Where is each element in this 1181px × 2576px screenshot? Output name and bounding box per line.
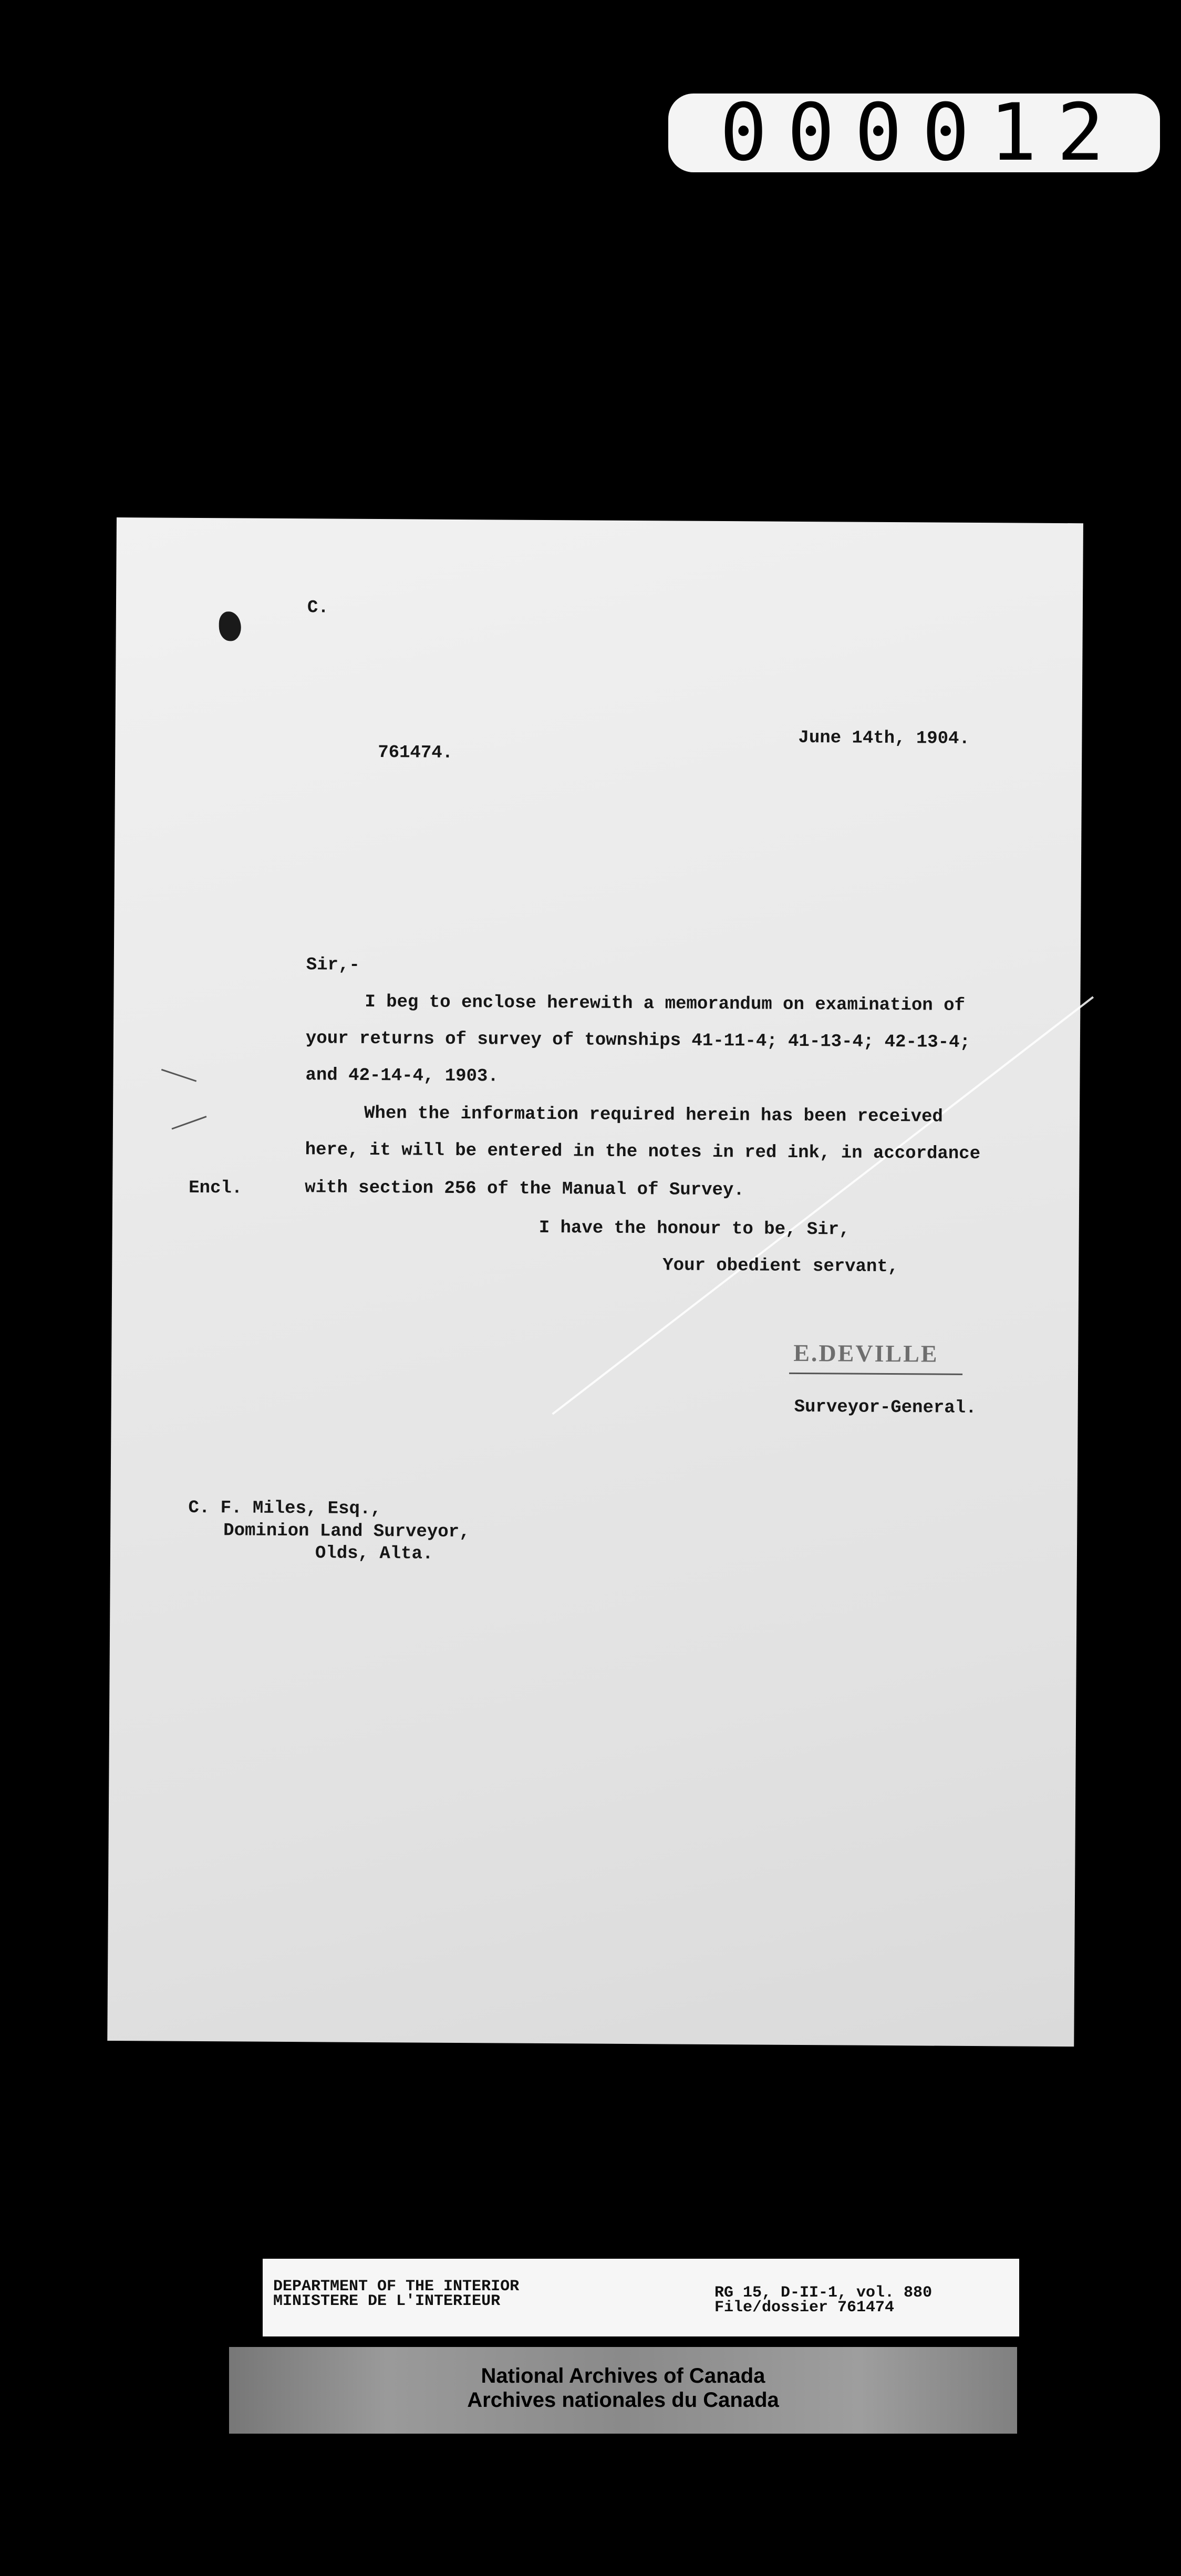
closing-line: I have the honour to be, Sir, <box>538 1218 850 1240</box>
addressee-line: Dominion Land Surveyor, <box>223 1521 470 1543</box>
department-french: MINISTERE DE L'INTERIEUR <box>273 2292 501 2310</box>
body-line: with section 256 of the Manual of Survey. <box>305 1178 744 1201</box>
archive-name-french: Archives nationales du Canada <box>467 2388 779 2412</box>
body-line: and 42-14-4, 1903. <box>305 1065 499 1087</box>
body-line: your returns of survey of townships 41-11-4; 41-13-4; 42-13-4; <box>305 1029 971 1053</box>
margin-mark <box>161 1069 196 1082</box>
department-english: DEPARTMENT OF THE INTERIOR <box>273 2278 520 2295</box>
archive-name-english: National Archives of Canada <box>481 2364 765 2387</box>
national-archives-banner <box>229 2347 1017 2434</box>
letter-date: June 14th, 1904. <box>798 728 970 749</box>
archive-reference-label <box>263 2259 1019 2336</box>
signature-title: Surveyor-General. <box>794 1397 977 1419</box>
signature-stamp: E.DEVILLE <box>793 1339 939 1367</box>
frame-counter: 000012 <box>668 94 1160 172</box>
enclosure-note: Encl. <box>189 1178 243 1199</box>
letter-mark: C. <box>307 598 329 618</box>
signature-line <box>789 1373 962 1375</box>
margin-mark <box>171 1116 206 1129</box>
closing-line: Your obedient servant, <box>662 1255 899 1277</box>
body-line: When the information required herein has been received <box>364 1103 943 1127</box>
ink-stain <box>219 611 241 641</box>
file-reference: File/dossier 761474 <box>714 2299 895 2317</box>
addressee-line: C. F. Miles, Esq., <box>188 1498 381 1520</box>
file-number: 761474. <box>378 743 453 763</box>
addressee-line: Olds, Alta. <box>315 1543 433 1564</box>
salutation: Sir,- <box>306 955 360 975</box>
body-line: I beg to enclose herewith a memorandum on examination of <box>365 992 966 1016</box>
letter-page <box>107 517 1083 2047</box>
record-group-reference: RG 15, D-II-1, vol. 880 <box>714 2284 933 2302</box>
body-line: here, it will be entered in the notes in red ink, in accordance <box>305 1140 981 1165</box>
